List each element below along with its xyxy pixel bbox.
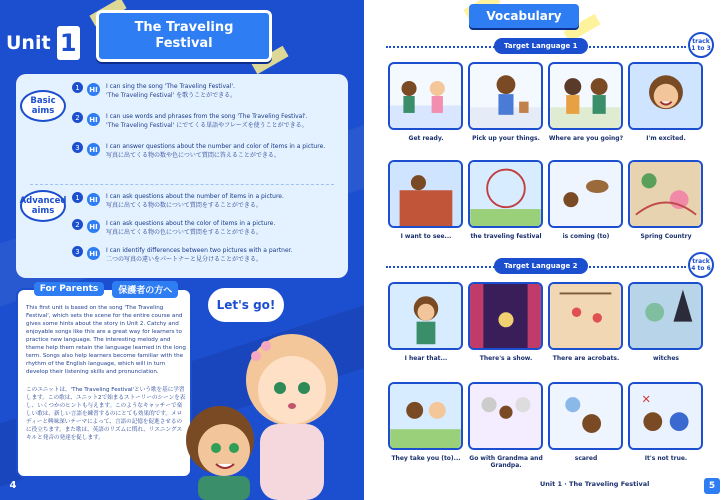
target-language-2-label: Target Language 2 <box>494 258 588 274</box>
title-line-2: Festival <box>155 36 213 51</box>
aims-card <box>16 74 348 278</box>
witches-picture <box>630 284 701 348</box>
aim-number: 2 <box>72 112 83 123</box>
hi-icon: HI <box>87 247 100 260</box>
vocab-caption: They take you (to)... <box>391 455 461 462</box>
scared-picture <box>550 384 621 448</box>
vocab-card <box>388 160 463 228</box>
vocab-caption: Pick up your things. <box>472 135 540 142</box>
vocab-card <box>468 282 543 350</box>
vocab-card <box>628 160 703 228</box>
vocab-caption: Spring Country <box>640 233 692 240</box>
vocab-card <box>548 62 623 130</box>
vocab-card <box>468 160 543 228</box>
vocab-card <box>468 62 543 130</box>
show-picture <box>470 284 541 348</box>
aim-number: 3 <box>72 142 83 153</box>
vocab-caption: There are acrobats. <box>552 355 620 362</box>
parents-text-en: This first unit is based on the song 'The Traveling Festival', which sets the scene for the entire course and gives some hints about the story in Unit 2. Catchy and enjoyable songs like this are a great way for learners to practice new language. The interesting melody and theme help them retain the language learned in the long term. Songs also help learners become familiar with the rhythm of the English language, which will in turn develop their listening skills and pronunciation. <box>26 305 186 375</box>
hi-icon: HI <box>87 193 100 206</box>
aim-text-en: I can sing the song 'The Traveling Festival'. <box>106 83 235 90</box>
is-coming-picture <box>550 162 621 226</box>
vocab-caption: Go with Grandma and Grandpa. <box>469 455 543 469</box>
track-badge-1: track 1 to 3 <box>688 32 714 58</box>
divider <box>30 184 334 185</box>
basic-aims-label: Basic aims <box>20 90 66 122</box>
svg-text:✕: ✕ <box>641 392 651 406</box>
basic-aim-item <box>72 142 342 160</box>
pick-up-things-picture <box>470 64 541 128</box>
advanced-aims-label: Advanced aims <box>20 190 66 222</box>
for-parents-jp: 保護者の方へ <box>112 281 178 298</box>
aim-text-en: I can use words and phrases from the song 'The Traveling Festival'. <box>106 113 308 120</box>
basic-aim-item <box>72 82 342 100</box>
aim-text-jp: 写真に出てくる物の色について質問をすることができる。 <box>106 229 262 236</box>
take-you-picture <box>390 384 461 448</box>
aim-text-en: I can answer questions about the number and color of items in a picture. <box>106 143 326 150</box>
aim-number: 1 <box>72 192 83 203</box>
aim-text-en: I can ask questions about the number of items in a picture. <box>106 193 284 200</box>
page-number: 5 <box>704 478 720 494</box>
advanced-aim-item <box>72 219 342 237</box>
hi-icon: HI <box>87 113 100 126</box>
vocab-card <box>388 62 463 130</box>
unit-word: Unit <box>6 32 51 54</box>
aim-text-jp: 'The Traveling Festival' を歌うことができる。 <box>106 92 237 99</box>
page-number: 4 <box>9 479 17 491</box>
girl-face <box>258 356 326 424</box>
hi-icon: HI <box>87 220 100 233</box>
vocab-caption: I hear that... <box>404 355 448 362</box>
boy-shirt <box>198 476 250 500</box>
vocab-caption: Get ready. <box>408 135 444 142</box>
target-language-1-label: Target Language 1 <box>494 38 588 54</box>
vocab-card <box>388 282 463 350</box>
aim-number: 1 <box>72 82 83 93</box>
basic-aim-item <box>72 112 342 130</box>
for-parents-en: For Parents <box>34 282 105 296</box>
traveling-festival-picture <box>470 162 541 226</box>
vocab-card <box>628 282 703 350</box>
aim-text-jp: 二つの写真の違いをパートナーと見分けることができる。 <box>106 256 263 263</box>
speech-bubble: Let's go! <box>206 286 286 324</box>
for-parents-heading <box>18 278 194 300</box>
vocab-card <box>548 282 623 350</box>
advanced-aim-item <box>72 192 342 210</box>
unit-title <box>96 10 272 62</box>
vocab-caption: the traveling festival <box>470 233 542 240</box>
unit-badge <box>0 26 80 60</box>
advanced-aim-item <box>72 246 342 264</box>
vocabulary-heading: Vocabulary <box>469 4 579 28</box>
vocab-card <box>548 160 623 228</box>
track-badge-2: track 4 to 6 <box>688 252 714 278</box>
characters-illustration <box>180 320 364 500</box>
vocab-caption: I'm excited. <box>646 135 686 142</box>
hi-icon: HI <box>87 143 100 156</box>
excited-picture <box>630 64 701 128</box>
vocab-card <box>548 382 623 450</box>
i-hear-that-picture <box>390 284 461 348</box>
acrobats-picture <box>550 284 621 348</box>
aim-text-en: I can identify differences between two pictures with a partner. <box>106 247 293 254</box>
parents-text-jp: このユニットは、'The Traveling Festival'という歌を基に学習します。この歌は、ユニット2で始まるストーリーのシーンを表し、いくつかのヒントも与えます。このようなキャッチーで楽しい歌は、新しい言語を練習するのにとても効果的です。メロディーと興味深いテーマによって、言語の記憶を促進させるのに役立ちます。また歌は、英語のリズムに慣れ、リスニングスキルと発音の発達を促します。 <box>26 387 186 441</box>
right-page <box>364 0 728 500</box>
for-parents-box <box>16 284 192 478</box>
vocab-card <box>468 382 543 450</box>
vocab-caption: I want to see... <box>400 233 452 240</box>
unit-number: 1 <box>57 26 80 60</box>
aim-text-en: I can ask questions about the color of items in a picture. <box>106 220 276 227</box>
vocab-caption: witches <box>653 355 679 362</box>
aim-number: 2 <box>72 219 83 230</box>
get-ready-picture <box>390 64 461 128</box>
aim-text-jp: 写真に出てくる物の数について質問をすることができる。 <box>106 202 262 209</box>
spring-country-picture <box>630 162 701 226</box>
aim-text-jp: 'The Traveling Festival' にでてくる単語やフレーズを使うことができる。 <box>106 122 308 129</box>
want-to-see-picture <box>390 162 461 226</box>
girl-dress <box>260 424 324 500</box>
grandma-grandpa-picture <box>470 384 541 448</box>
aim-text-jp: 写真に出てくる物の数や色について質問に答えることができる。 <box>106 152 280 159</box>
vocab-card <box>388 382 463 450</box>
vocab-caption: scared <box>574 455 598 462</box>
vocab-caption: There's a show. <box>479 355 533 362</box>
hi-icon: HI <box>87 83 100 96</box>
vocab-caption: It's not true. <box>644 455 688 462</box>
where-going-picture <box>550 64 621 128</box>
vocab-caption: Where are you going? <box>548 135 624 142</box>
title-line-1: The Traveling <box>134 20 234 35</box>
aim-number: 3 <box>72 246 83 257</box>
footer-unit-title: Unit 1 · The Traveling Festival <box>540 480 650 488</box>
vocab-caption: is coming (to) <box>562 233 610 240</box>
vocab-card <box>628 382 703 450</box>
vocab-card <box>628 62 703 130</box>
not-true-picture <box>630 384 701 448</box>
